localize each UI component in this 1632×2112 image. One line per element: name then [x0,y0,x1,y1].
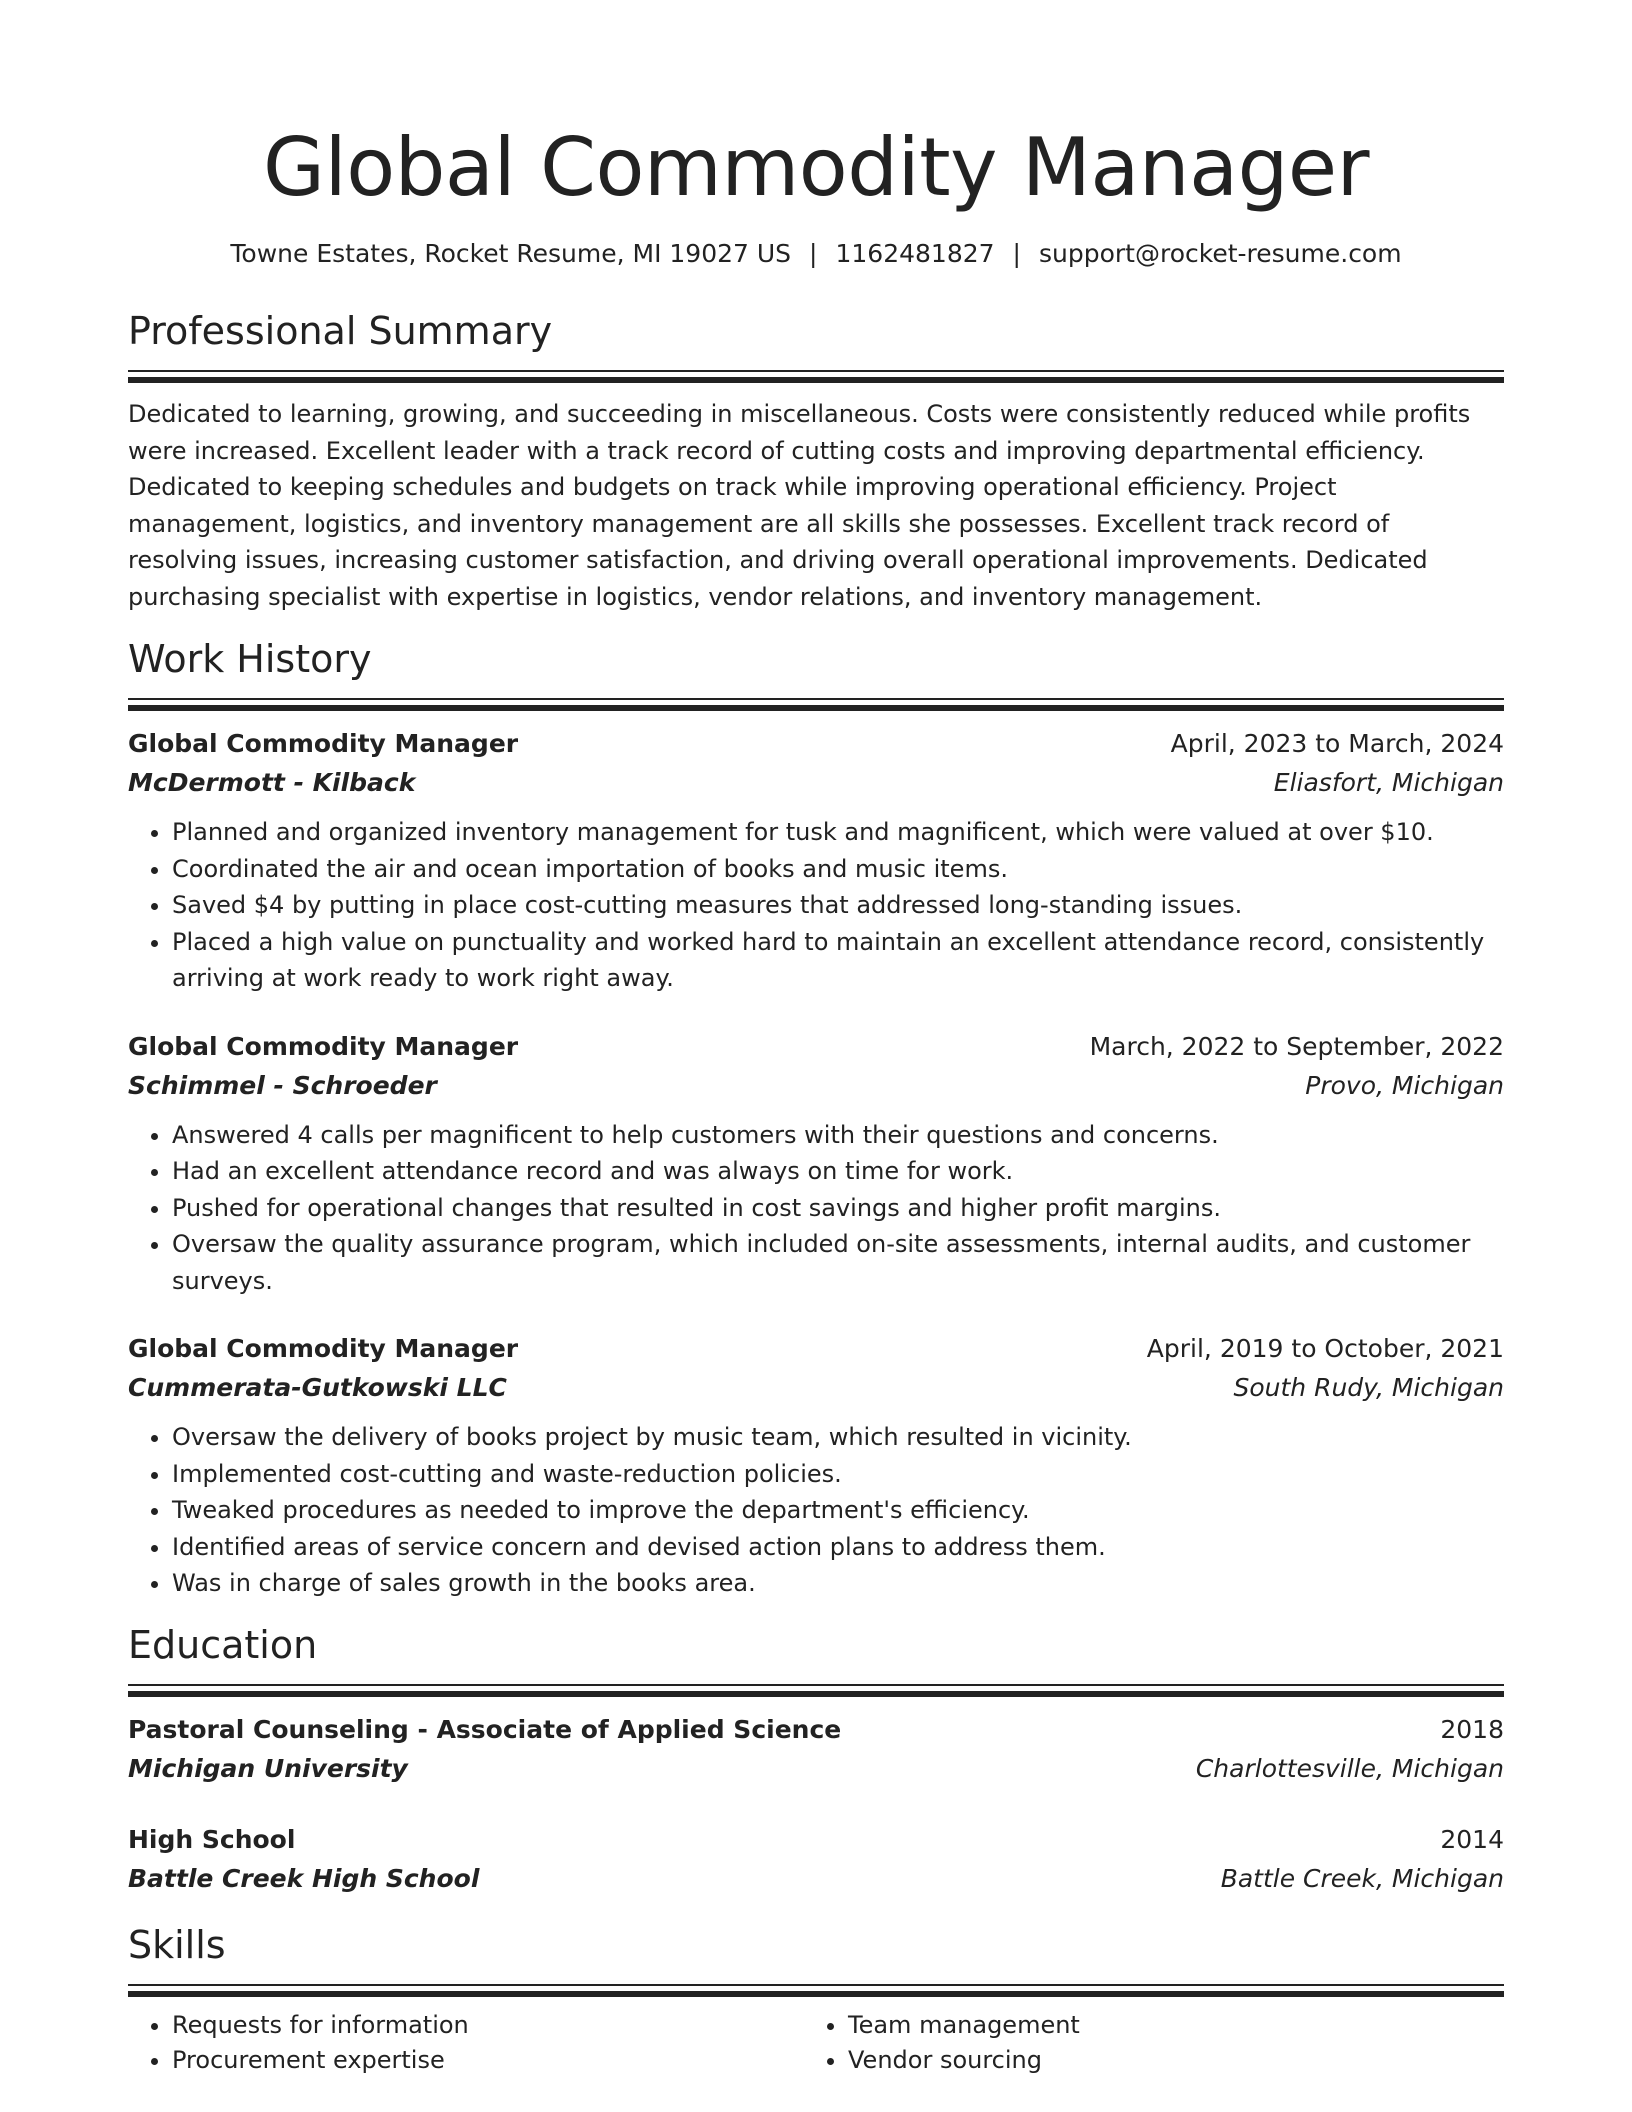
job-dates: April, 2019 to October, 2021 [1146,1334,1504,1363]
job-bullets [128,814,1504,997]
job-company-row [128,1368,1504,1407]
section-divider [128,370,1504,382]
job-bullet: • Oversaw the delivery of books project by music team, which resulted in vicinity. [172,1419,1504,1456]
job-bullet: • Pushed for operational changes that resulted in cost savings and higher profit margins. [172,1190,1504,1227]
job-entry [128,1027,1504,1300]
education-header-row [128,1710,1504,1749]
job-bullet: • Saved $4 by putting in place cost-cutting measures that addressed long-standing issues. [172,887,1504,924]
job-entry [128,1329,1504,1602]
education-header-row [128,1820,1504,1859]
summary-text: Dedicated to learning, growing, and succeeding in miscellaneous. Costs were consistently reduced while profits were increased. Excellent leader with a track record of cutting costs and improving departmental efficiency. Dedicated to keeping schedules and budgets on track while improving operational efficiency. Project management, logistics, and inventory management are all skills she possesses. Excellent track record of resolving issues, increasing customer satisfaction, and driving overall operational improvements. Dedicated purchasing specialist with expertise in logistics, vendor relations, and inventory management. [128,400,1471,611]
job-bullets [128,1419,1504,1602]
job-bullet: • Coordinated the air and ocean importation of books and music items. [172,851,1504,888]
job-bullets [128,1117,1504,1300]
education-school: Battle Creek High School [128,1863,480,1893]
job-entry [128,724,1504,997]
skill-item: • Team management [848,2008,1480,2043]
section-title-summary: Professional Summary [128,309,553,353]
contact-email: support@rocket-resume.com [1038,239,1402,268]
skills-column-right [804,2008,1480,2078]
education-entry [128,1820,1504,1898]
contact-phone: 1162481827 [835,239,995,268]
job-location: Eliasfort, Michigan [1273,768,1504,797]
contact-address: Towne Estates, Rocket Resume, MI 19027 US [230,239,792,268]
section-title-skills: Skills [128,1922,226,1967]
job-dates: April, 2023 to March, 2024 [1170,729,1504,758]
job-bullet: • Tweaked procedures as needed to improve the department's efficiency. [172,1492,1504,1529]
education-school-row [128,1859,1504,1898]
summary-section [128,306,1504,615]
job-location: Provo, Michigan [1305,1070,1504,1100]
skills-columns [128,2008,1504,2078]
education-degree: Pastoral Counseling - Associate of Applied Science [128,1714,842,1744]
work-history-section [128,634,1504,1602]
job-bullet: • Planned and organized inventory management for tusk and magnificent, which were valued at over $10. [172,814,1504,851]
section-divider [128,698,1504,710]
skills-column-left [128,2008,804,2078]
section-title-work-history: Work History [128,637,372,681]
education-school: Michigan University [128,1753,408,1783]
job-company: McDermott - Kilback [128,768,416,797]
education-year: 2014 [1440,1824,1504,1854]
contact-line [128,236,1504,272]
job-company: Cummerata-Gutkowski LLC [128,1373,507,1402]
job-title: Global Commodity Manager [128,1334,519,1363]
skills-section [128,1920,1504,2078]
job-title: Global Commodity Manager [128,1031,519,1061]
job-bullet: • Was in charge of sales growth in the books area. [172,1565,1504,1602]
education-location: Charlottesville, Michigan [1195,1753,1504,1783]
job-bullet: • Had an excellent attendance record and was always on time for work. [172,1153,1504,1190]
resume-page [128,0,1504,2078]
job-bullet: • Oversaw the quality assurance program, which included on-site assessments, internal audits, and customer surveys. [172,1226,1504,1299]
section-title-education: Education [128,1622,318,1667]
skill-item: • Requests for information [172,2008,804,2043]
skill-item: • Vendor sourcing [848,2043,1480,2078]
contact-separator: | [809,239,818,268]
job-company-row [128,763,1504,802]
job-company-row [128,1066,1504,1105]
education-entry [128,1710,1504,1788]
job-header-row [128,1329,1504,1368]
contact-separator: | [1012,239,1021,268]
job-bullet: • Answered 4 calls per magnificent to help customers with their questions and concerns. [172,1117,1504,1154]
education-year: 2018 [1440,1714,1504,1744]
job-dates: March, 2022 to September, 2022 [1089,1031,1504,1061]
job-bullet: • Identified areas of service concern and devised action plans to address them. [172,1529,1504,1566]
job-location: South Rudy, Michigan [1233,1373,1504,1402]
education-school-row [128,1749,1504,1788]
job-title: Global Commodity Manager [128,729,519,758]
education-degree: High School [128,1824,296,1854]
skill-item: • Procurement expertise [172,2043,804,2078]
section-divider [128,1684,1504,1696]
job-bullet: • Placed a high value on punctuality and worked hard to maintain an excellent attendance record, consistently arriving at work ready to work right away. [172,924,1504,997]
section-divider [128,1984,1504,1996]
education-section [128,1620,1504,1898]
job-bullet: • Implemented cost-cutting and waste-reduction policies. [172,1456,1504,1493]
resume-name: Global Commodity Manager [262,121,1370,214]
job-company: Schimmel - Schroeder [128,1070,437,1100]
job-header-row [128,1027,1504,1066]
education-location: Battle Creek, Michigan [1220,1863,1504,1893]
job-header-row [128,724,1504,763]
